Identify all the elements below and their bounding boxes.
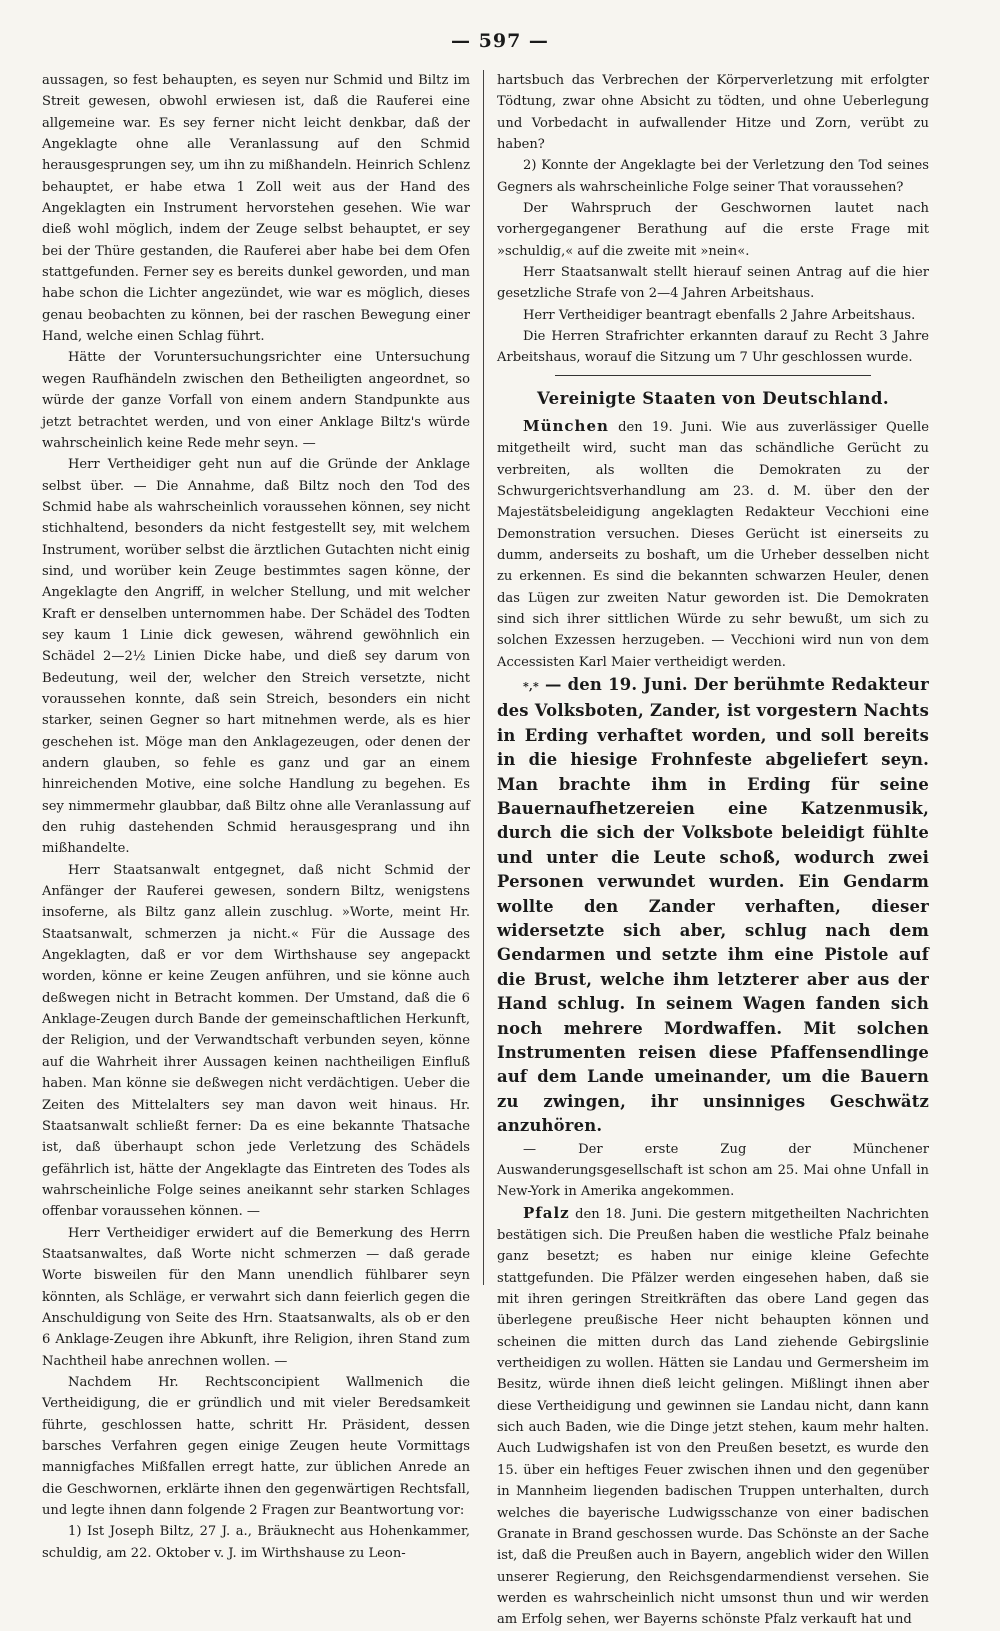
place-name: Pfalz — [523, 1203, 570, 1222]
place-name: München — [523, 416, 609, 435]
article-paragraph: Herr Staatsanwalt entgegnet, daß nicht Schmid der Anfänger der Rauferei gewesen, sondern Biltz, wenigstens insoferne, als Biltz ganz allein zuschlug. »Worte, meint Hr. Staatsanwalt, schmerzen ja nicht.« Für die Aussage des Angeklagten, daß er vor dem Wirthshause sey angepackt worden, könne er keine Zeugen anführen, und sie könne auch deßwegen nicht in Betracht kommen. Der Umstand, daß die 6 Anklage-Zeugen durch Bande der gemeinschaftlichen Herkunft, der Religion, und der Verwandtschaft verbunden seyen, könne auf die Wahrheit ihrer Aussagen keinen nachtheiligen Einfluß haben. Man könne sie deßwegen nicht verdächtigen. Ueber die Zeiten des Mittelalters sey man davon weit hinaus. Hr. Staatsanwalt schließt ferner: Da es eine bekannte Thatsache ist, daß überhaupt schon jede Verletzung des Schädels gefährlich ist, hätte der Angeklagte das Eintreten des Todes als wahrscheinliche Folge seines aneikannt sehr starken Schlages offenbar voraussehen können. — — [42, 862, 470, 1220]
news-item-muenchen — [497, 416, 929, 673]
article-paragraph: 2) Konnte der Angeklagte bei der Verletzung den Tod seines Gegners als wahrscheinliche Folge seiner That voraussehen? — [497, 158, 929, 195]
column-divider — [483, 70, 484, 1285]
news-text: den 18. Juni. Die gestern mitgetheilten Nachrichten bestätigen sich. Die Preußen haben die westliche Pfalz beinahe ganz besetzt; es haben nur einige kleine Gefechte stattgefunden. Die Pfälzer werden eingesehen haben, daß sie mit ihren geringen Streitkräften das obere Land gegen das überlegene preußische Heer nicht behaupten können und scheinen die mitten durch das Land ziehende Gebirgslinie vertheidigen zu wollen. Hätten sie Landau und Germersheim im Besitz, würde ihnen dieß leicht gelingen. Mißlingt ihnen aber diese Vertheidigung und gewinnen sie Landau nicht, dann kann sich auch Baden, wie die Dinge jetzt stehen, kaum mehr halten. Auch Ludwigshafen ist von den Preußen besetzt, es wurde den 15. über ein heftiges Feuer zwischen ihnen und den gegenüber in Mannheim liegenden badischen Truppen unterhalten, durch welches die bayerische Ludwigsschanze von einer badischen Granate in Brand geschossen wurde. Das Schönste an der Sache ist, daß die Preußen auch in Bayern, angeblich wider den Willen unserer Regierung, den Reichsgendarmendienst versehen. Sie werden es wahrscheinlich nicht umsonst thun und wir werden am Erfolg sehen, wer Bayerns schönste Pfalz verkauft hat und — [497, 1206, 929, 1628]
asterism-mark: *,* — [523, 679, 539, 693]
news-item-emigration: — Der erste Zug der Münchener Auswanderungsgesellschaft ist schon am 25. Mai ohne Unfall in New-York in Amerika angekommen. — [497, 1141, 929, 1200]
article-paragraph: 1) Ist Joseph Biltz, 27 J. a., Bräuknecht aus Hohenkammer, schuldig, am 22. Oktober v. J. im Wirthshause zu Leon- — [42, 1524, 470, 1561]
news-text: den 19. Juni. Wie aus zuverlässiger Quelle mitgetheilt wird, sucht man das schändliche Gerücht zu verbreiten, als wollten die Demokraten zu der Schwurgerichtsverhandlung am 23. d. M. über den der Majestätsbeleidigung angeklagten Redakteur Vecchioni eine Demonstration versuchen. Dieses Gerücht ist einerseits zu dumm, anderseits zu boshaft, um die Urheber desselben nicht zu erkennen. Es sind die bekannten schwarzen Heuler, denen das Lügen zur zweiten Natur geworden ist. Die Demokraten sind sich ihrer sittlichen Würde zu sehr bewußt, um sich zu solchen Exzessen herzugeben. — Vecchioni wird nun von dem Accessisten Karl Maier vertheidigt werden. — [497, 419, 929, 670]
article-paragraph: Die Herren Strafrichter erkannten darauf zu Recht 3 Jahre Arbeitshaus, worauf die Sitzung um 7 Uhr geschlossen wurde. — [497, 329, 929, 366]
article-paragraph: Hätte der Voruntersuchungsrichter eine Untersuchung wegen Raufhändeln zwischen den Betheiligten angeordnet, so würde der ganze Vorfall von einem andern Standpunkte aus jetzt betrachtet werden, und von einer Anklage Biltz's würde wahrscheinlich keine Rede mehr seyn. — — [42, 350, 470, 451]
article-paragraph: Herr Vertheidiger geht nun auf die Gründe der Anklage selbst über. — Die Annahme, daß Biltz noch den Tod des Schmid habe als wahrscheinlich voraussehen können, sey nicht stichhaltend, besonders da nicht festgestellt sey, mit welchem Instrument, worüber selbst die ärztlichen Gutachten nicht einig sind, und worüber kein Zeuge bestimmtes sagen könne, der Angeklagte den Angriff, in welcher Stellung, und mit welcher Kraft er denselben unternommen habe. Der Schädel des Todten sey kaum 1 Linie dick gewesen, während gewöhnlich ein Schädel 2—2½ Linien Dicke habe, und dieß sey darum von Bedeutung, weil der, welcher den Streich versetzte, nicht voraussehen konnte, daß sein Streich, besonders ein nicht starker, seinen Gegner so hart mitnehmen werde, als es hier geschehen ist. Möge man den Anklagezeugen, oder denen der andern glauben, so fehle es ganz und gar an einem hinreichenden Motive, eine solche Handlung zu begehen. Es sey nimmermehr glaubbar, daß Biltz ohne alle Veranlassung auf den ruhig dastehenden Schmid herausgesprang und ihn mißhandelte. — [42, 457, 470, 857]
news-item-zander — [497, 673, 929, 1139]
article-paragraph: Der Wahrspruch der Geschwornen lautet nach vorhergegangener Berathung auf die erste Frage mit »schuldig,« auf die zweite mit »nein«. — [497, 201, 929, 259]
article-paragraph: Herr Vertheidiger beantragt ebenfalls 2 Jahre Arbeitshaus. — [523, 307, 916, 323]
article-paragraph: hartsbuch das Verbrechen der Körperverletzung mit erfolgter Tödtung, zwar ohne Absicht zu tödten, und ohne Ueberlegung und Vorbedacht in aufwallender Hitze und Zorn, verübt zu haben? — [497, 73, 929, 153]
section-heading: Vereinigte Staaten von Deutschland. — [536, 388, 890, 408]
page-number: — 597 — — [451, 30, 549, 52]
article-paragraph: Herr Vertheidiger erwidert auf die Bemerkung des Herrn Staatsanwaltes, daß Worte nicht schmerzen — daß gerade Worte bisweilen für den Mann unendlich fühlbarer seyn könnten, als Schläge, er verwahrt sich dann feierlich gegen die Anschuldigung von Seite des Hrn. Staatsanwalts, als ob er den 6 Anklage-Zeugen ihre Abkunft, ihre Religion, ihren Stand zum Nachtheil habe anrechnen wollen. — — [42, 1225, 470, 1369]
article-paragraph: aussagen, so fest behaupten, es seyen nur Schmid und Biltz im Streit gewesen, obwohl erwiesen ist, daß die Rauferei eine allgemeine war. Es sey ferner nicht leicht denkbar, daß der Angeklagte ohne alle Veranlassung auf den Schmid herausgesprungen sey, um ihn zu mißhandeln. Heinrich Schlenz behauptet, er habe etwa 1 Zoll weit aus der Hand des Angeklagten ein Instrument hervorstehen gesehen. Wie war dieß wohl möglich, indem der Zeuge selbst behauptet, er sey bei der Thüre gestanden, die Rauferei aber habe bei dem Ofen stattgefunden. Ferner sey es bereits dunkel geworden, und man habe schon die Lichter angezündet, wie war es möglich, dieses genau beobachten zu können, bei der raschen Bewegung einer Hand, welche einen Schlag führt. — [42, 73, 470, 345]
article-paragraph: Nachdem Hr. Rechtsconcipient Wallmenich die Vertheidigung, die er gründlich und mit vieler Beredsamkeit führte, geschlossen hatte, schritt Hr. Präsident, dessen barsches Verfahren gegen einige Zeugen heute Vormittags mannigfaches Mißfallen erregt hatte, zur üblichen Anrede an die Geschwornen, erklärte ihnen den gegenwärtigen Rechtsfall, und legte ihnen dann folgende 2 Fragen zur Beantwortung vor: — [42, 1374, 470, 1519]
section-rule — [555, 375, 871, 376]
left-column — [42, 70, 470, 1561]
right-column — [497, 70, 929, 1628]
article-paragraph: Herr Staatsanwalt stellt hierauf seinen Antrag auf die hier gesetzliche Strafe von 2—4 Jahren Arbeitshaus. — [497, 265, 929, 302]
news-text: — den 19. Juni. Der berühmte Redakteur des Volksboten, Zander, ist vorgestern Nachts in Erding verhaftet worden, und soll bereits in die hiesige Frohnfeste abgeliefert seyn. Man brachte ihm in Erding für seine Bauernaufhetzereien eine Katzenmusik, durch die sich der Volksbote beleidigt fühlte und unter die Leute schoß, wodurch zwei Personen verwundet wurden. Ein Gendarm wollte den Zander verhaften, dieser widersetzte sich aber, schlug nach dem Gendarmen und setzte ihm eine Pistole auf die Brust, welche ihm letzterer aber aus der Hand schlug. In seinem Wagen fanden sich noch mehrere Mordwaffen. Mit solchen Instrumenten reisen diese Pfaffensendlinge auf dem Lande umeinander, um die Bauern zu zwingen, ihr unsinniges Geschwätz anzuhören. — [497, 674, 929, 1136]
news-item-pfalz — [497, 1203, 929, 1631]
